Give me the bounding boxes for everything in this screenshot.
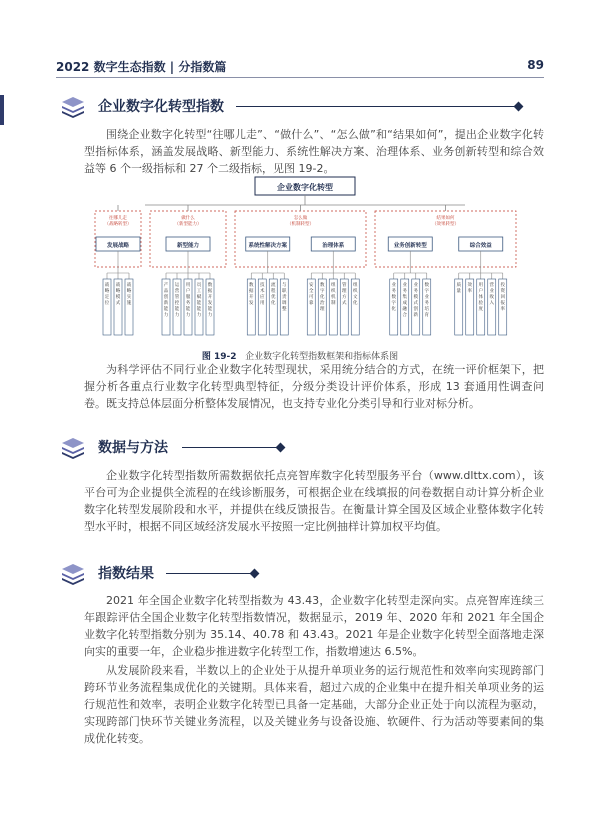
level2-label-char: 应 xyxy=(260,295,265,300)
level2-label-char: 化 xyxy=(353,301,358,306)
level2-label-char: 施 xyxy=(126,301,132,306)
group-tag: （效果转型） xyxy=(432,222,459,227)
heading-diamond xyxy=(276,443,286,453)
level2-label-char: 力 xyxy=(174,313,180,318)
level2-label-char: 理 xyxy=(320,307,325,312)
level2-label-char: 略 xyxy=(126,289,132,294)
level2-label-char: 能 xyxy=(196,301,202,306)
level2-label-char: 据 xyxy=(249,289,254,294)
root-label: 企业数字化转型 xyxy=(277,183,333,192)
level2-label-char: 员 xyxy=(196,283,202,288)
level2-label-char: 回 xyxy=(500,295,505,300)
level2-label-char: 略 xyxy=(115,289,121,294)
group-tag: 怎么做 xyxy=(293,216,308,221)
level2-label-char: 工 xyxy=(196,289,202,294)
level2-label-char: 靠 xyxy=(309,301,314,306)
level1-label: 系统性解决方案 xyxy=(248,243,288,249)
level2-label-char: 式 xyxy=(342,301,347,306)
group-tag: 结果如何 xyxy=(436,216,455,221)
level2-label-char: 力 xyxy=(163,313,169,318)
level2-label-char: 管 xyxy=(174,295,180,300)
section-title: 企业数字化转型指数 xyxy=(98,99,224,115)
level2-label-char: 收 xyxy=(489,295,494,300)
level2-label-char: 集 xyxy=(402,295,407,300)
paragraph: 从发展阶段来看，半数以上的企业处于从提升单项业务的运行规范性和效率向实现跨部门跨环节业务流程集成优化的关键期。具体来看，超过六成的企业集中在提升相关单项业务的运行规范性和效率，表明企业数字化转型已具备一定基础，大部分企业正处于向以流程为驱动，实现跨部门快环节关键业务流程，以及关键业务与设备设施、软硬件、行为活动等要素间的集成优化转变。 xyxy=(84,664,544,745)
level2-label-char: 织 xyxy=(331,289,336,294)
level2-label-char: 战 xyxy=(115,283,121,288)
heading-rule xyxy=(166,573,252,574)
header-rule xyxy=(56,77,544,78)
level2-label-char: 化 xyxy=(320,295,325,300)
level2-label-char: 字 xyxy=(320,289,325,294)
level2-label-char: 务 xyxy=(424,301,429,306)
level2-label-char: 定 xyxy=(104,295,110,300)
group-tag: 往哪儿走 xyxy=(109,216,127,221)
level2-label-char: 培 xyxy=(424,307,429,312)
level2-label-char: 体 xyxy=(478,295,483,300)
level2-label-char: 业 xyxy=(489,289,494,294)
level2-label-char: 组 xyxy=(353,283,358,288)
level2-label-char: 质 xyxy=(456,283,461,288)
section-heading-2 xyxy=(60,437,360,459)
figure-title: 企业数字化转型指数框架和指标体系图 xyxy=(245,352,399,362)
level2-label-char: 技 xyxy=(260,283,265,288)
level1-label: 综合效益 xyxy=(469,243,492,249)
level2-label-char: 力 xyxy=(207,313,213,318)
group-tag: （机制转型） xyxy=(287,222,314,227)
level2-label-char: 验 xyxy=(478,301,483,306)
level2-label-char: 能 xyxy=(163,307,169,312)
level2-label-char: 式 xyxy=(115,301,121,306)
level2-label-char: 率 xyxy=(500,307,505,312)
level2-label-char: 营 xyxy=(489,283,494,288)
level2-label-char: 字 xyxy=(424,289,429,294)
level2-label-char: 效 xyxy=(467,283,472,288)
level2-label-char: 育 xyxy=(424,313,429,318)
paragraph: 为科学评估不同行业企业数字化转型现状，采用统分结合的方式，在统一评价框架下，把握分析各重点行业数字化转型典型特征，分级分类设计评价体系，形成 13 套通用性调查问卷。既支持总体层面分析整体发展情况，也支持专业化分类引导和行业对标分析。 xyxy=(84,363,544,410)
level2-label-char: 优 xyxy=(271,295,276,300)
level2-label-char: 实 xyxy=(126,295,132,300)
group-tag: （新型能力） xyxy=(174,222,202,227)
level2-label-char: 发 xyxy=(207,301,213,306)
level2-label-char: 制 xyxy=(331,301,336,306)
level2-label-char: 位 xyxy=(104,301,110,306)
level2-label-char: 方 xyxy=(342,295,347,300)
level2-label-char: 程 xyxy=(271,289,276,294)
heading-diamond xyxy=(250,569,260,579)
level2-label-char: 流 xyxy=(271,283,276,288)
page-number: 89 xyxy=(527,58,544,72)
level2-label-char: 业 xyxy=(413,283,418,288)
level1-label: 发展战略 xyxy=(106,243,130,249)
level1-label: 业务创新转型 xyxy=(393,243,427,249)
level2-label-char: 发 xyxy=(249,301,254,306)
level2-label-char: 组 xyxy=(331,283,336,288)
level2-label-char: 产 xyxy=(163,283,169,288)
level2-label-char: 全 xyxy=(309,289,314,294)
level2-label-char: 户 xyxy=(478,289,483,294)
level2-label-char: 数 xyxy=(249,283,254,288)
section-heading-3 xyxy=(60,563,360,585)
framework-diagram xyxy=(90,175,520,340)
level2-label-char: 数 xyxy=(320,283,325,288)
level2-label-char: 式 xyxy=(413,301,418,306)
level2-label-char: 力 xyxy=(185,313,191,318)
level2-label-char: 用 xyxy=(260,301,265,306)
level2-label-char: 服 xyxy=(185,295,191,300)
heading-diamond xyxy=(514,102,524,112)
level2-label-char: 品 xyxy=(163,289,169,294)
level2-label-char: 职 xyxy=(282,289,287,294)
level2-label-char: 理 xyxy=(342,289,347,294)
level2-label-char: 率 xyxy=(467,289,472,294)
level2-label-char: 能 xyxy=(207,307,213,312)
level2-label-char: 成 xyxy=(402,301,407,306)
level2-label-char: 战 xyxy=(104,283,110,288)
level2-label-char: 量 xyxy=(456,289,461,294)
level2-label-char: 控 xyxy=(174,301,180,306)
level2-label-char: 治 xyxy=(320,301,325,306)
level2-label-char: 数 xyxy=(424,283,429,288)
group-tag: （战略转型） xyxy=(104,222,132,227)
level2-label-char: 术 xyxy=(260,289,265,294)
level2-label-char: 字 xyxy=(391,301,396,306)
level2-label-char: 整 xyxy=(282,307,287,312)
level1-label: 治理体系 xyxy=(322,243,345,249)
level2-label-char: 务 xyxy=(402,289,407,294)
level2-label-char: 开 xyxy=(249,295,254,300)
level2-label-char: 可 xyxy=(309,295,314,300)
level2-label-char: 运 xyxy=(174,283,180,288)
level2-label-char: 入 xyxy=(489,301,494,306)
level2-label-char: 报 xyxy=(500,301,505,306)
level2-label-char: 业 xyxy=(424,295,429,300)
level2-label-char: 户 xyxy=(185,289,191,294)
section-title: 指数结果 xyxy=(98,566,154,582)
heading-rule xyxy=(182,447,278,448)
level2-label-char: 能 xyxy=(174,307,180,312)
paragraph: 围绕企业数字化转型“往哪儿走”、“做什么”、“怎么做”和“结果如何”，提出企业数字化转型指标体系，涵盖发展战略、新型能力、系统性解决方案、治理体系、业务创新转型和综合效益等 6 个一级指标和 27 个二级指标，见图 19-2。 xyxy=(84,128,544,175)
layers-icon xyxy=(60,94,86,120)
running-header: 2022 数字生态指数 | 分指数篇 xyxy=(56,60,227,74)
level2-label-char: 战 xyxy=(126,283,132,288)
level2-label-char: 新 xyxy=(413,313,418,318)
level2-label-char: 融 xyxy=(402,307,407,312)
level2-label-char: 务 xyxy=(391,289,396,294)
level2-label-char: 调 xyxy=(282,301,287,306)
level1-label: 新型能力 xyxy=(176,243,200,249)
level2-label-char: 务 xyxy=(185,301,191,306)
level2-label-char: 模 xyxy=(413,295,418,300)
level2-label-char: 能 xyxy=(185,307,191,312)
level2-label-char: 业 xyxy=(402,283,407,288)
level2-label-char: 业 xyxy=(391,283,396,288)
level2-label-char: 化 xyxy=(271,301,276,306)
heading-rule xyxy=(236,106,516,107)
left-edge-bar xyxy=(0,95,4,125)
level2-label-char: 安 xyxy=(309,283,314,288)
paragraph: 2021 年全国企业数字化转型指数为 43.43，企业数字化转型走深向实。点亮智库连续三年跟踪评估全国企业数字化转型指数情况，数据显示，2019 年、2020 年和 2021 年全国企业数字化转型指数分别为 35.14、40.78 和 43.43。2021 年是企业数字化转型全面落地走深向实的重要一年，企业稳步推进数字化转型工作，指数增速达 6.5%。 xyxy=(84,594,544,658)
level2-label-char: 投 xyxy=(500,283,505,288)
level2-label-char: 能 xyxy=(196,307,202,312)
level2-label-char: 赋 xyxy=(196,295,202,300)
level2-label-char: 管 xyxy=(342,283,347,288)
level2-label-char: 创 xyxy=(413,307,418,312)
level2-label-char: 资 xyxy=(500,289,505,294)
level2-label-char: 度 xyxy=(478,307,483,312)
level2-label-char: 营 xyxy=(174,289,180,294)
level2-label-char: 据 xyxy=(207,289,213,294)
level2-label-char: 合 xyxy=(402,313,407,318)
level2-label-char: 化 xyxy=(391,307,396,312)
level2-label-char: 数 xyxy=(207,283,213,288)
level2-label-char: 新 xyxy=(163,301,169,306)
level2-label-char: 与 xyxy=(282,283,287,288)
level2-label-char: 织 xyxy=(353,289,358,294)
level2-label-char: 开 xyxy=(207,295,213,300)
figure-number: 图 19-2 xyxy=(201,352,237,362)
section-title: 数据与方法 xyxy=(98,440,168,456)
level2-label-char: 模 xyxy=(115,295,121,300)
paragraph: 企业数字化转型指数所需数据依托点亮智库数字化转型服务平台（www.dlttx.com），该平台可为企业提供全流程的在线诊断服务，可根据企业在线填报的问卷数据自动计算分析企业数字化转型发展阶段和水平，并提供在线反馈报告。在衡量计算全国及区域企业整体数字化转型水平时，根据不同区域经济发展水平按照一定比例抽样计算加权平均值。 xyxy=(84,469,544,533)
level2-label-char: 略 xyxy=(104,289,110,294)
level2-label-char: 机 xyxy=(331,295,336,300)
level2-label-char: 文 xyxy=(353,295,358,300)
group-tag: 做什么 xyxy=(181,216,195,221)
level2-label-char: 用 xyxy=(478,283,483,288)
layers-icon xyxy=(60,435,86,461)
section-heading-1 xyxy=(60,96,540,118)
level2-label-char: 数 xyxy=(391,295,396,300)
level2-label-char: 创 xyxy=(163,295,169,300)
level2-label-char: 务 xyxy=(413,289,418,294)
level2-label-char: 力 xyxy=(196,313,202,318)
level2-label-char: 责 xyxy=(282,295,287,300)
level2-label-char: 用 xyxy=(185,283,191,288)
layers-icon xyxy=(60,561,86,587)
